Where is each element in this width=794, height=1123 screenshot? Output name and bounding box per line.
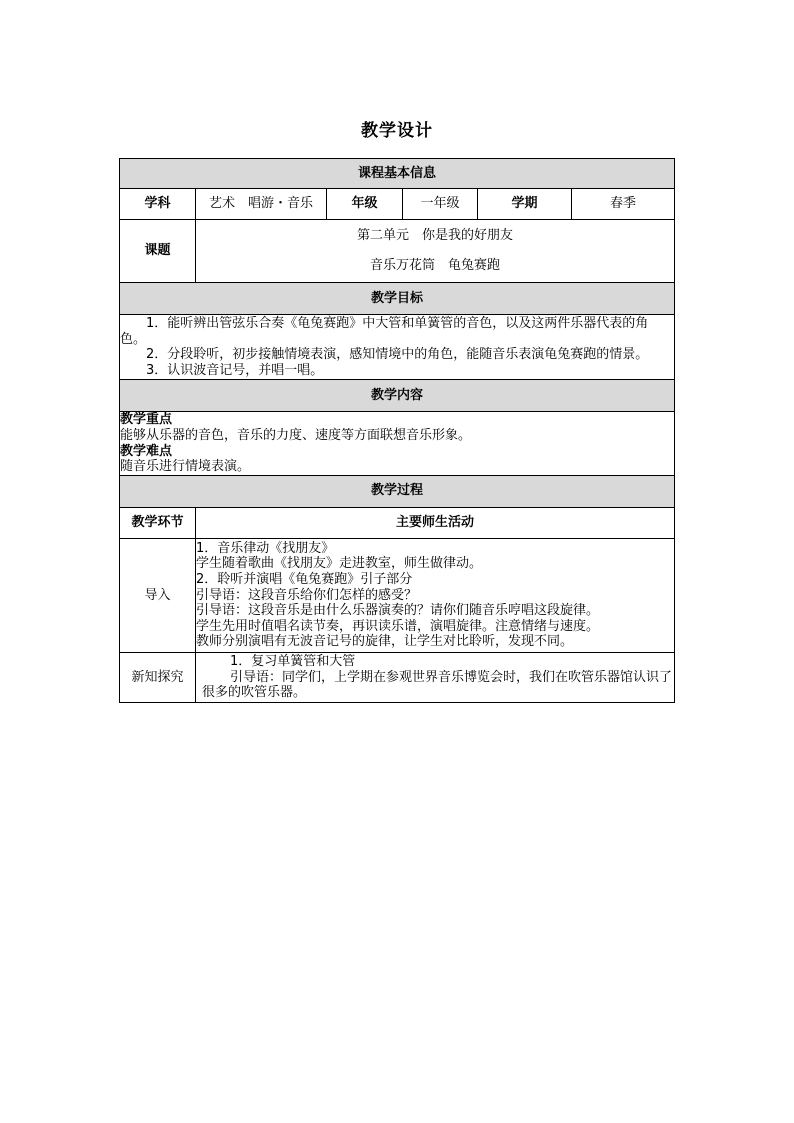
activity-line: 1．音乐律动《找朋友》	[196, 540, 335, 556]
grade-label: 年级	[327, 189, 403, 220]
goals-cell	[120, 315, 675, 380]
activity-line: 学生随着歌曲《找朋友》走进教室，师生做律动。	[196, 556, 483, 572]
topic-label: 课题	[120, 220, 196, 283]
lesson-plan-table	[119, 158, 675, 703]
page-title: 教学设计	[361, 121, 433, 141]
activity-line: 教师分别演唱有无波音记号的旋律，让学生对比聆听，发现不同。	[196, 634, 574, 650]
stage-intro: 导入	[120, 538, 196, 652]
content-header: 教学内容	[120, 380, 675, 412]
subject-value: 艺术 唱游・音乐	[196, 189, 327, 220]
term-value: 春季	[572, 189, 675, 220]
goal-item: 2．分段聆听，初步接触情境表演，感知情境中的角色，能随音乐表演龟兔赛跑的情景。	[146, 347, 649, 363]
goal-item: 1．能听辨出管弦乐合奏《龟兔赛跑》中大管和单簧管的音色，以及这两件乐器代表的角色。	[120, 316, 649, 347]
key-point-text: 能够从乐器的音色，音乐的力度、速度等方面联想音乐形象。	[120, 427, 472, 443]
activity-line: 引导语：同学们，上学期在参观世界音乐博览会时，我们在吹管乐器馆认识了很多的吹管乐器。	[202, 669, 673, 701]
difficulty-label: 教学难点	[120, 443, 173, 459]
process-header: 教学过程	[120, 475, 675, 507]
topic-cell	[196, 220, 675, 283]
grade-value: 一年级	[403, 189, 478, 220]
basic-info-header: 课程基本信息	[120, 159, 675, 189]
activity-line: 引导语：这段音乐给你们怎样的感受？	[196, 587, 418, 603]
difficulty-text: 随音乐进行情境表演。	[120, 459, 251, 475]
activity-line: 2．聆听并演唱《龟兔赛跑》引子部分	[196, 571, 413, 587]
activity-line: 1．复习单簧管和大管	[230, 653, 356, 669]
topic-line-unit: 第二单元 你是我的好朋友	[357, 228, 514, 243]
activity-new-knowledge	[196, 652, 675, 702]
content-cell	[120, 412, 675, 475]
activity-line: 学生先用时值唱名读节奏，再识读乐谱，演唱旋律。注意情绪与速度。	[196, 618, 600, 634]
subject-label: 学科	[120, 189, 196, 220]
activity-column-header: 主要师生活动	[196, 507, 675, 538]
activity-line: 引导语：这段音乐是由什么乐器演奏的？请你们随音乐哼唱这段旋律。	[196, 603, 600, 619]
goals-header: 教学目标	[120, 283, 675, 315]
goal-item: 3．认识波音记号，并唱一唱。	[146, 362, 324, 378]
topic-line-lesson: 音乐万花筒 龟兔赛跑	[370, 258, 501, 273]
activity-intro	[196, 538, 675, 652]
term-label: 学期	[478, 189, 572, 220]
stage-new-knowledge: 新知探究	[120, 652, 196, 702]
key-point-label: 教学重点	[120, 412, 173, 428]
stage-column-header: 教学环节	[120, 507, 196, 538]
